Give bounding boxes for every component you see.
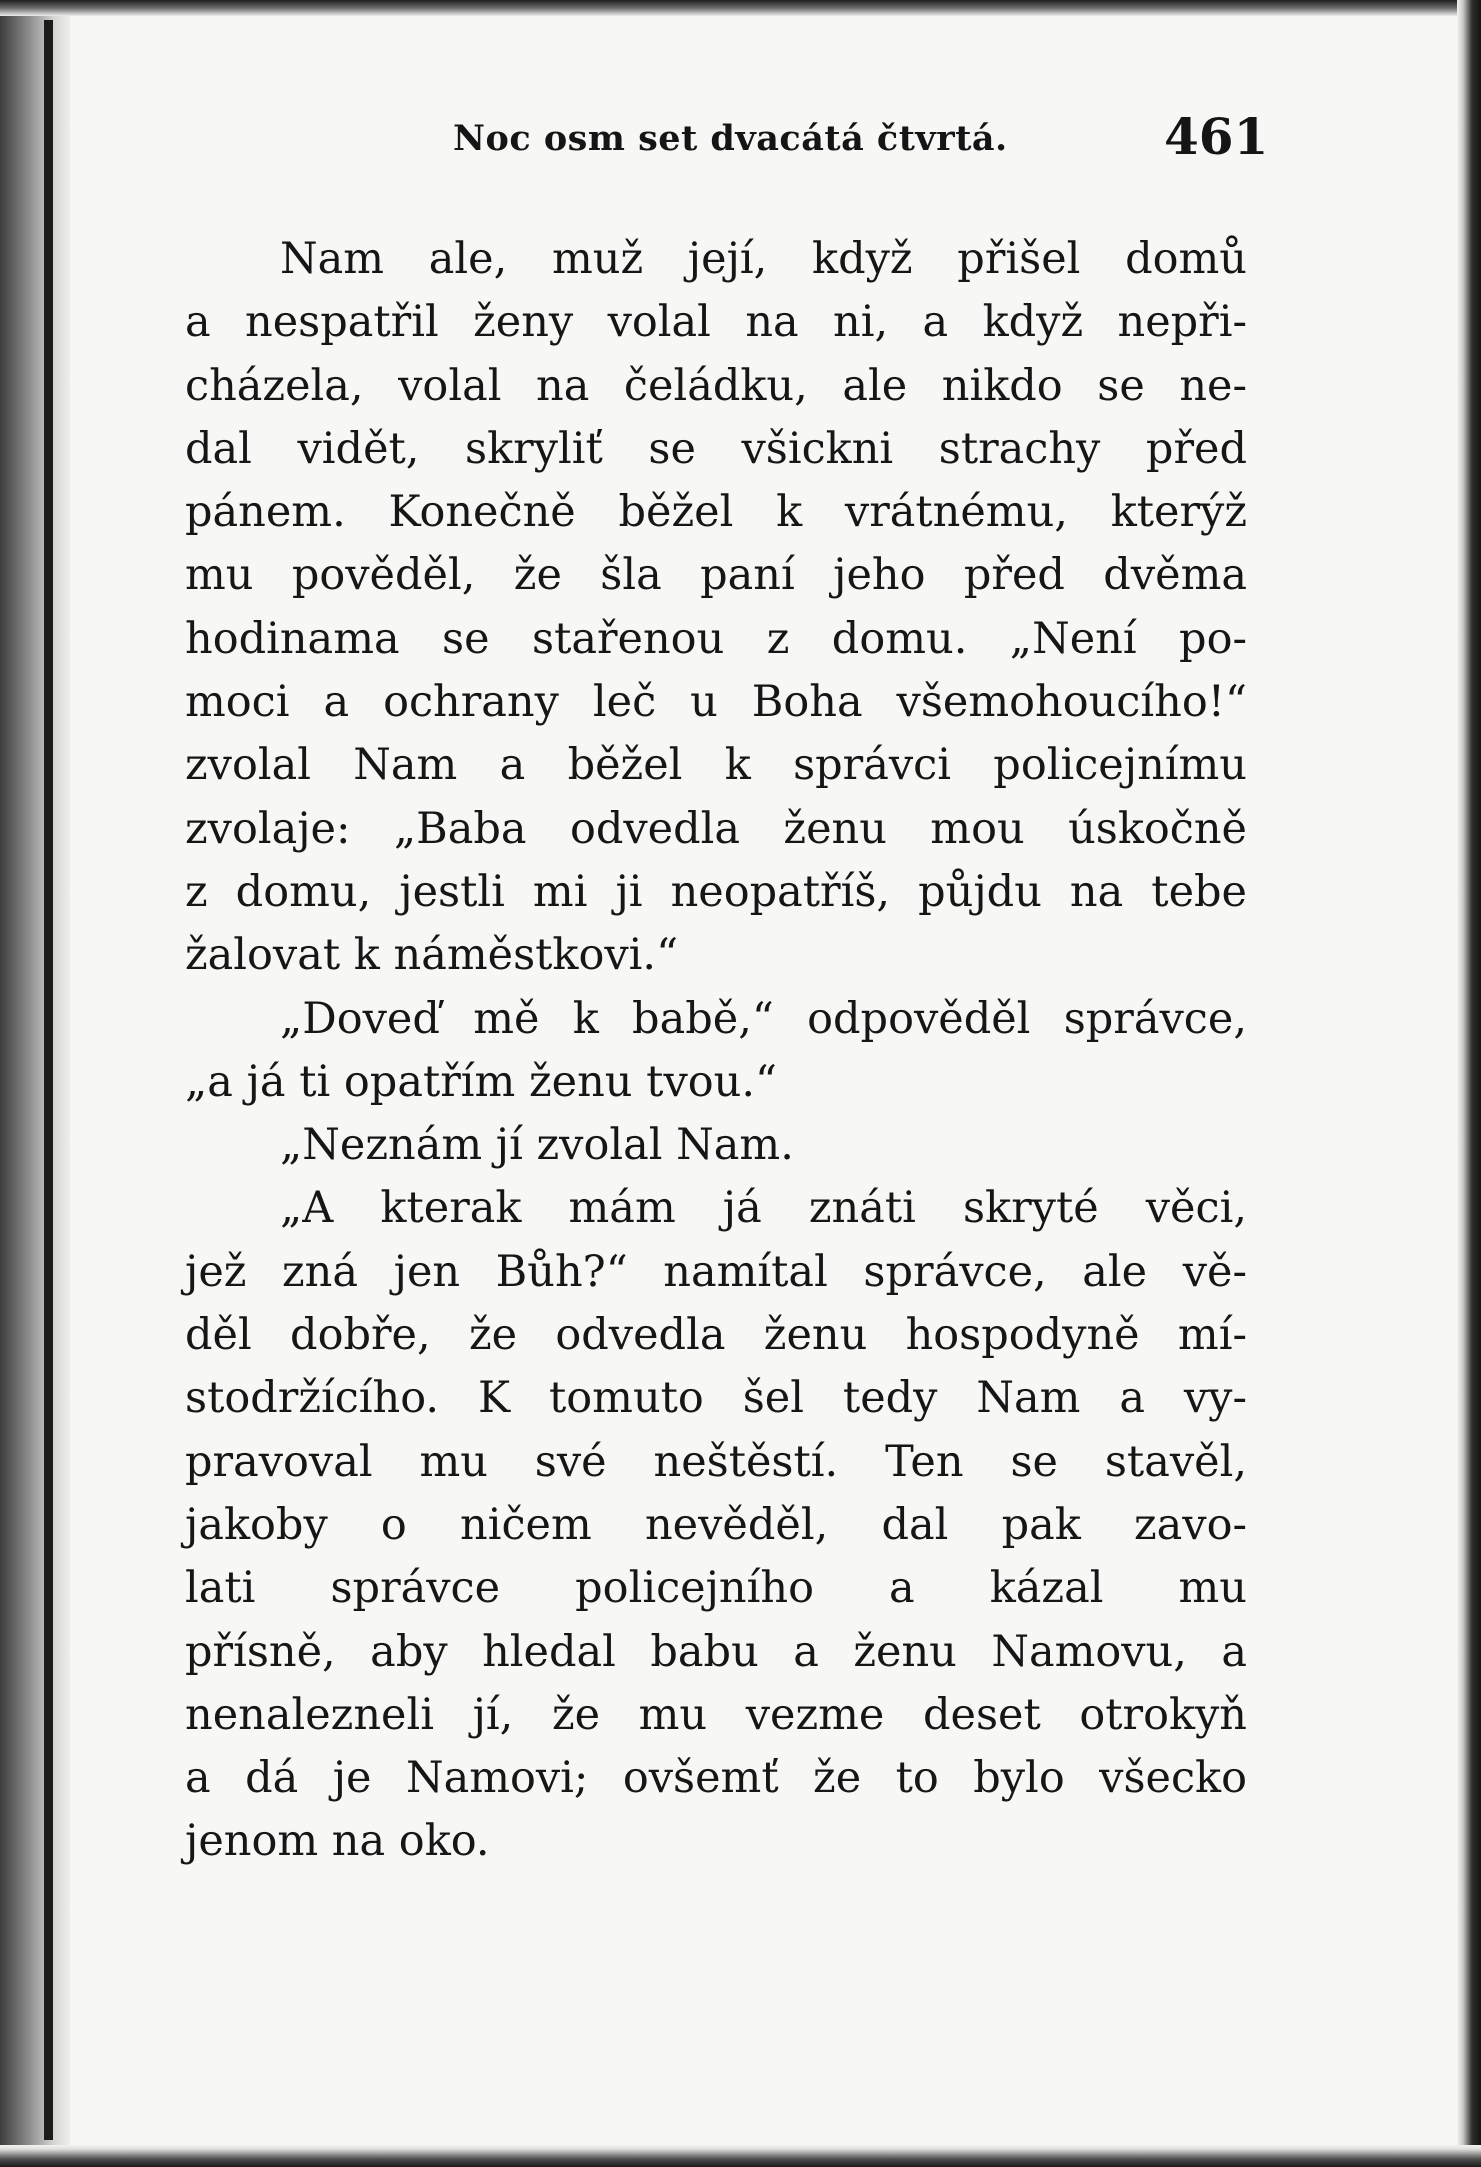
page-number: 461 xyxy=(1164,107,1269,166)
scan-top-edge xyxy=(0,0,1481,16)
text-line: z domu, jestli mi ji neopatříš, půjdu na tebe xyxy=(185,866,1247,917)
text-line: Nam ale, muž její, když přišel domů xyxy=(280,234,1247,284)
running-head: Noc osm set dvacátá čtvrtá. xyxy=(453,118,1008,159)
scan-right-edge xyxy=(1457,0,1481,2167)
text-line: a nespatřil ženy volal na ni, a když nepři- xyxy=(185,297,1247,348)
text-line: mu pověděl, že šla paní jeho před dvěma xyxy=(185,550,1247,601)
text-line: lati správce policejního a kázal mu xyxy=(185,1563,1247,1614)
scan-bottom-edge xyxy=(0,2145,1481,2167)
text-line: hodinama se stařenou z domu. „Není po- xyxy=(185,613,1247,664)
text-line: „a já ti opatřím ženu tvou.“ xyxy=(185,1056,777,1107)
text-line: zvolal Nam a běžel k správci policejnímu xyxy=(185,740,1247,791)
text-line: „A kterak mám já znáti skryté věci, xyxy=(280,1183,1247,1234)
text-line: „Neznám jí zvolal Nam. xyxy=(280,1120,794,1171)
text-line: žalovat k náměstkovi.“ xyxy=(185,930,679,981)
text-line: jež zná jen Bůh?“ namítal správce, ale vě- xyxy=(185,1246,1247,1297)
text-line: dal vidět, skryliť se všickni strachy před xyxy=(185,423,1247,474)
text-line: moci a ochrany leč u Boha všemohoucího!“ xyxy=(185,677,1247,728)
text-line: cházela, volal na čeládku, ale nikdo se ne- xyxy=(185,360,1247,411)
text-line: jakoby o ničem nevěděl, dal pak zavo- xyxy=(185,1499,1247,1550)
text-line: přísně, aby hledal babu a ženu Namovu, a xyxy=(185,1626,1247,1677)
text-line: a dá je Namovi; ovšemť že to bylo všecko xyxy=(185,1753,1247,1804)
text-line: nenalezneli jí, že mu vezme deset otrokyň xyxy=(185,1689,1247,1740)
binding-edge-line xyxy=(44,20,53,2140)
body-text xyxy=(185,228,1247,1874)
text-line: pánem. Konečně běžel k vrátnému, kterýž xyxy=(185,487,1247,538)
text-line: pravoval mu své neštěstí. Ten se stavěl, xyxy=(185,1436,1247,1487)
text-line: „Doveď mě k babě,“ odpověděl správce, xyxy=(280,993,1247,1044)
scan-left-edge xyxy=(0,0,70,2167)
text-line: děl dobře, že odvedla ženu hospodyně mí- xyxy=(185,1310,1247,1361)
text-line: zvolaje: „Baba odvedla ženu mou úskočně xyxy=(185,803,1247,854)
text-line: stodržícího. K tomuto šel tedy Nam a vy- xyxy=(185,1373,1247,1424)
text-line: jenom na oko. xyxy=(185,1816,490,1867)
